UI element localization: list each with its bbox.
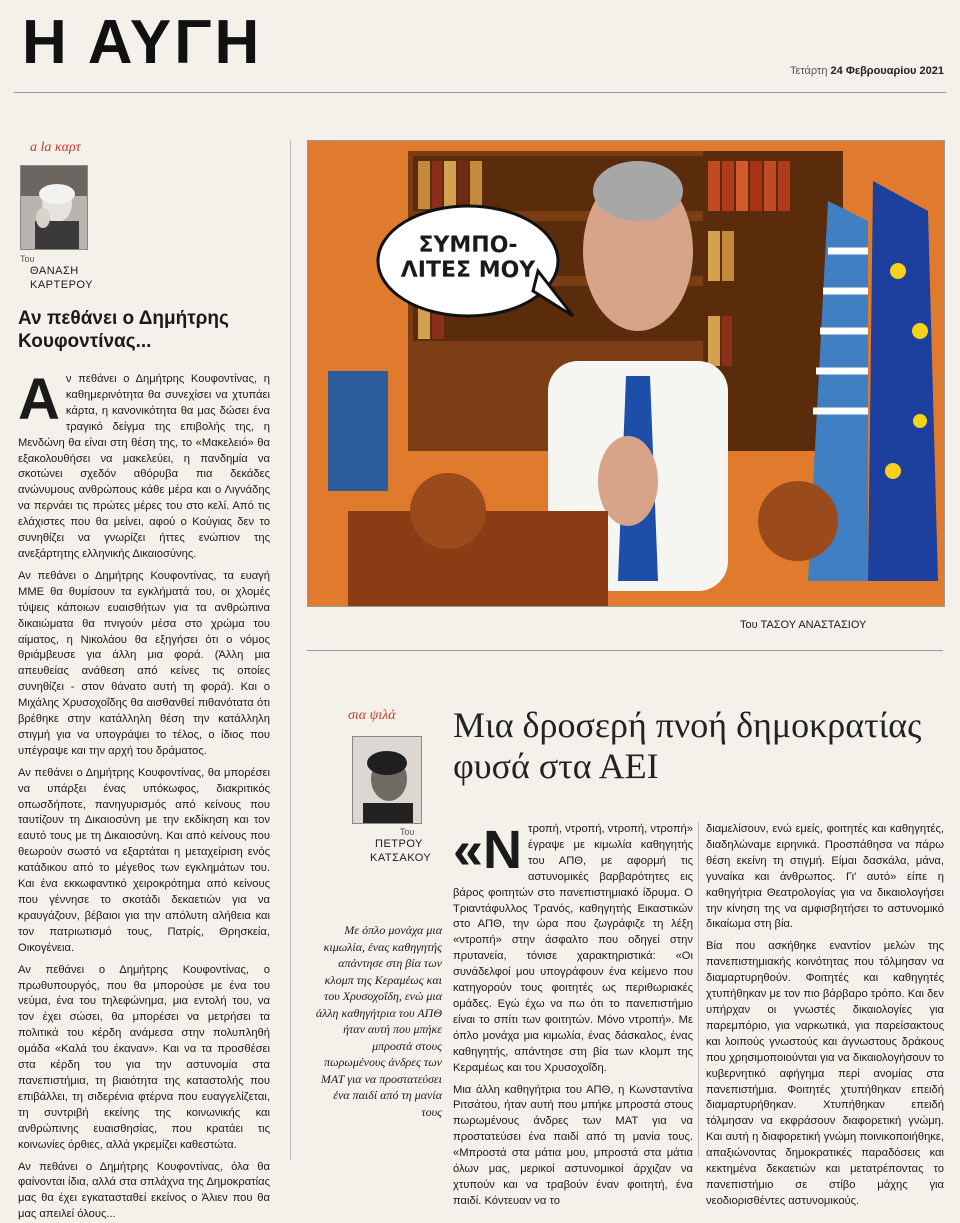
- headline-koufontinas: Αν πεθάνει ο Δημήτρης Κουφοντίνας...: [18, 308, 263, 354]
- author-name-1b: ΚΑΡΤΕΡΟΥ: [30, 279, 93, 291]
- masthead-rule: [14, 92, 946, 93]
- paragraph-2-2: Μια άλλη καθηγήτρια του ΑΠΘ, η Κωνσταντίνα Ριτσάτου, ήταν αυτή που μπήκε μπροστά στους πωρωμένους άνδρες των ΜΑΤ για να προστατεύσει ένα παιδί από τη μανία τους. «Μπροστά στα μάτια μου, μπροστά στα μάτια όλων μας, μερικοί αστυνομικοί άρχιζαν να χτυπούν και να τραβούν έναν φοιτητή, ένα παιδί. Κόντευαν να το: [453, 1083, 693, 1210]
- masthead: Η ΑΥΓΗ: [22, 12, 262, 74]
- credit-prefix: Του: [740, 619, 758, 631]
- dateline: [790, 65, 944, 77]
- author-name-1a: ΘΑΝΑΣΗ: [30, 265, 79, 277]
- section-tag-psila: σια ψιλά: [348, 708, 396, 724]
- paragraph-2-1: «Ντροπή, ντροπή, ντροπή, ντροπή» έγραψε με κιμωλία καθηγητής του ΑΠΘ, με αφορμή τις αστυνομικές βαρβαρότητες εις βάρος φοιτητών στο πανεπιστημιακό ίδρυμα. Ο Τριαντάφυλλος Τρανός, καθηγητής Εικαστικών στο ΑΠΘ, την ώρα που ζωγράφιζε τη λέξη «ντροπή» στην άσφαλτο που οδηγεί στην πρυτανεία, τόνισε χαρακτηριστικά: «Οι συνάδελφοί μου υπογράφουν ένα κείμενο που κατηγορούν τους φοιτητές ως περιθωριακές ομάδες. Εγώ έχω να πω ότι το πανεπιστήμιο είναι το σπίτι των φοιτητών. Μόνο ντροπή». Με όπλο μονάχα μια κιμωλία, ένας δάσκαλος, ένας καθηγητής, απάντησε στη βία των κλομπ της Κεραμέως και του Χρυσοχοΐδη.: [453, 822, 693, 1077]
- pullquote: Με όπλο μονάχα μια κιμωλία, ένας καθηγητής απάντησε στη βία των κλομπ της Κεραμέως και του Χρυσοχοΐδη, ενώ μια άλλη καθηγήτρια του ΑΠΘ ήταν αυτή που μπήκε μπροστά στους πωρωμένους άνδρες των ΜΑΤ για να προστατεύσει ένα παιδί από τη μανία τους: [310, 922, 442, 1121]
- date-full: 24 Φεβρουαρίου 2021: [831, 65, 944, 77]
- cartoon-credit: [740, 619, 866, 631]
- date-weekday: Τετάρτη: [790, 65, 828, 77]
- paragraph-3: Αν πεθάνει ο Δημήτρης Κουφοντίνας, θα μπορέσει να υπάρξει ένας υπόκωφος, διακριτικός οπωσδήποτε, πανηγυρισμός από κείνους που ταυτίζουν τη Δικαιοσύνη με την εκδίκηση και τον εαυτό τους με τη Δικαιοσύνη. Και από κείνους που θεωρούν σωστό να εξαρτάται η μεταχείριση ενός κατάδικου από το μέγεθος των εγκλημάτων του. Και ένα εκκωφαντικό χειροκρότημα από κείνους που γέννησε το σκοτάδι δεκαετιών για να κραυγάζουν, βέβαιοι για την απόλυτη αλήθεια και τον πατριωτισμό τους, Πατρίς, Θρησκεία, Οικογένεια.: [18, 766, 270, 957]
- author-photo-katsakos: [352, 736, 422, 824]
- dropcap: Α: [18, 374, 60, 426]
- paragraph-1: Αν πεθάνει ο Δημήτρης Κουφοντίνας, η καθημερινότητα θα συνεχίσει να χτυπάει κάρτα, η κανονικότητα θα μας δώσει ένα τραγικό δείγμα της επιβολής της, η Μενδώνη θα είναι στη θέση της, το «Μακελειό» θα εξακολουθήσει να μακελεύει, η πανδημία να σκοτώνει σχεδόν αθόρυβα πια δεκάδες ανώνυμους ανθρώπους κάθε μέρα και ο Λιγνάδης να περνάει τις πρώτες μέρες του στο κελί. Από τις ελάχιστες που θα μείνει, αφού ο Κούγιας δεν το συνηθίζει να γνωρίζει ήττες ενώπιον της ανεξάρτητης ελληνικής Δικαιοσύνης.: [18, 372, 270, 563]
- article-body-2b: [706, 822, 944, 1162]
- paragraph-3-2: Βία που ασκήθηκε εναντίον μελών της πανεπιστημιακής κοινότητας που τόλμησαν να διαμαρτυρηθούν. Φοιτητές και καθηγητές χτυπήθηκαν με τον πιο βάρβαρο τρόπο. Και δεν υπήρχαν οι γνωστές δικαιολογίες για παρεμπόριο, για ναρκωτικά, για παρείσακτους και λοιπούς γνωστούς και άγνωστους δράκους που χρησιμοποιούνται για να δικαιολογήσουν το κυβερνητικό αφήγημα περί ανομίας στα πανεπιστήμια. Φοιτητές χτυπήθηκαν επειδή διαμαρτυρήθηκαν. Χτυπήθηκαν επειδή τόλμησαν να εκφράσουν διαφορετική γνώμη. Και αυτή η διαφορετική γνώμη ποινικοποιήθηκε, απαξιώνοντας δημοκρατικές παραδόσεις και κεκτημένα δεκαετιών και μετατρέποντας το πανεπιστήμιο σε στίβο μάχης για νεοδιορισθέντες αστυνομικούς.: [706, 939, 944, 1209]
- section-rule: [307, 650, 943, 651]
- quote-cap: «Ν: [453, 826, 522, 875]
- paragraph-3-1: διαμελίσουν, ενώ εμείς, φοιτητές και καθηγητές, διαδηλώναμε ειρηνικά. Προσπάθησα να πάρω θέση εκείνη τη στιγμή. Είμαι δασκάλα, μάνα, γυναίκα και άνθρωπος. Γι' αυτό» είπε η καθηγήτρια Θεατρολογίας για να δικαιολογήσει την κίνηση της να αμφισβητήσει το αστυνομικό δικαίωμα στη βία.: [706, 822, 944, 933]
- headline-aei: Μια δροσερή πνοή δημοκρατίας φυσά στα ΑΕΙ: [453, 705, 923, 788]
- byline-prefix-1: Του: [20, 254, 34, 264]
- article-body-1: [18, 372, 270, 1162]
- column-divider: [290, 140, 291, 1160]
- editorial-cartoon: [307, 140, 945, 607]
- section-tag-alacarte: a la καρτ: [30, 140, 81, 156]
- paragraph-4: Αν πεθάνει ο Δημήτρης Κουφοντίνας, ο πρωθυπουργός, που θα μπορούσε με ένα του νεύμα, ένα του τηλεφώνημα, μια εντολή του, να τον έχει σώσει, θα μπορέσει να μετρήσει τα πολιτικά του κέρδη ανάμεσα στην πολυπληθή ομάδα «Καλά του έκαναν». Και να τα προσθέσει στα κέρδη του για την αστυνομία στα πανεπιστήμια, τη βιαιότητα της καταστολής που επιβάλλει, τη σιδερένια φτέρνα που ευαγγελίζεται, τη συντριβή εκείνης της κοινωνικής και ανθρώπινης ευαισθησίας, που κρατάει τις κοινωνίες όρθιες, αλλά γκρεμίζει καθεστώτα.: [18, 963, 270, 1154]
- cartoon-speech: ΣΥΜΠΟ- ΛΙΤΕΣ ΜΟΥ: [388, 233, 548, 284]
- author-name-2a: ΠΕΤΡΟΥ: [375, 838, 423, 850]
- article-body-2a: [453, 822, 693, 1162]
- paragraph-2: Αν πεθάνει ο Δημήτρης Κουφοντίνας, τα ευαγή ΜΜΕ θα θυμίσουν τα εγκλήματά του, οι χλομές τύψεις κάποιων ευαισθήτων για τα ανθρώπινα δικαιώματα θα πνιγούν μέσα στο χρώμα του αίματος, η Νικολάου θα εξηγήσει ότι ο νόμος θριάμβευσε για άλλη μια φορά. (Άλλη μια απευθείας ανάθεση από κείνες τις οποίες συνηθίζει - στον θάνατο αυτή τη φορά). Και ο Μιχάλης Χρυσοχοΐδης θα αισθανθεί πιθανότατα ότι βρέθηκε στην κατάλληλη θέση την κατάλληλη στιγμή για να υπογράψει το τέλος, ο ίδιος που υπέγραψε και την αρχή του δράματος.: [18, 569, 270, 760]
- author-name-2b: ΚΑΤΣΑΚΟΥ: [370, 852, 431, 864]
- byline-prefix-2: Του: [400, 827, 414, 837]
- author-photo-karteros: [20, 165, 88, 250]
- column-divider-2: [698, 822, 699, 1157]
- credit-name: ΤΑΣΟΥ ΑΝΑΣΤΑΣΙΟΥ: [761, 619, 867, 631]
- paragraph-5: Αν πεθάνει ο Δημήτρης Κουφοντίνας, όλα θα φαίνονται ίδια, αλλά στα σπλάχνα της Δημοκρατίας μας θα έχει εγκατασταθεί εκείνος ο Άλιεν που θα μας απειλεί όλους...: [18, 1160, 270, 1223]
